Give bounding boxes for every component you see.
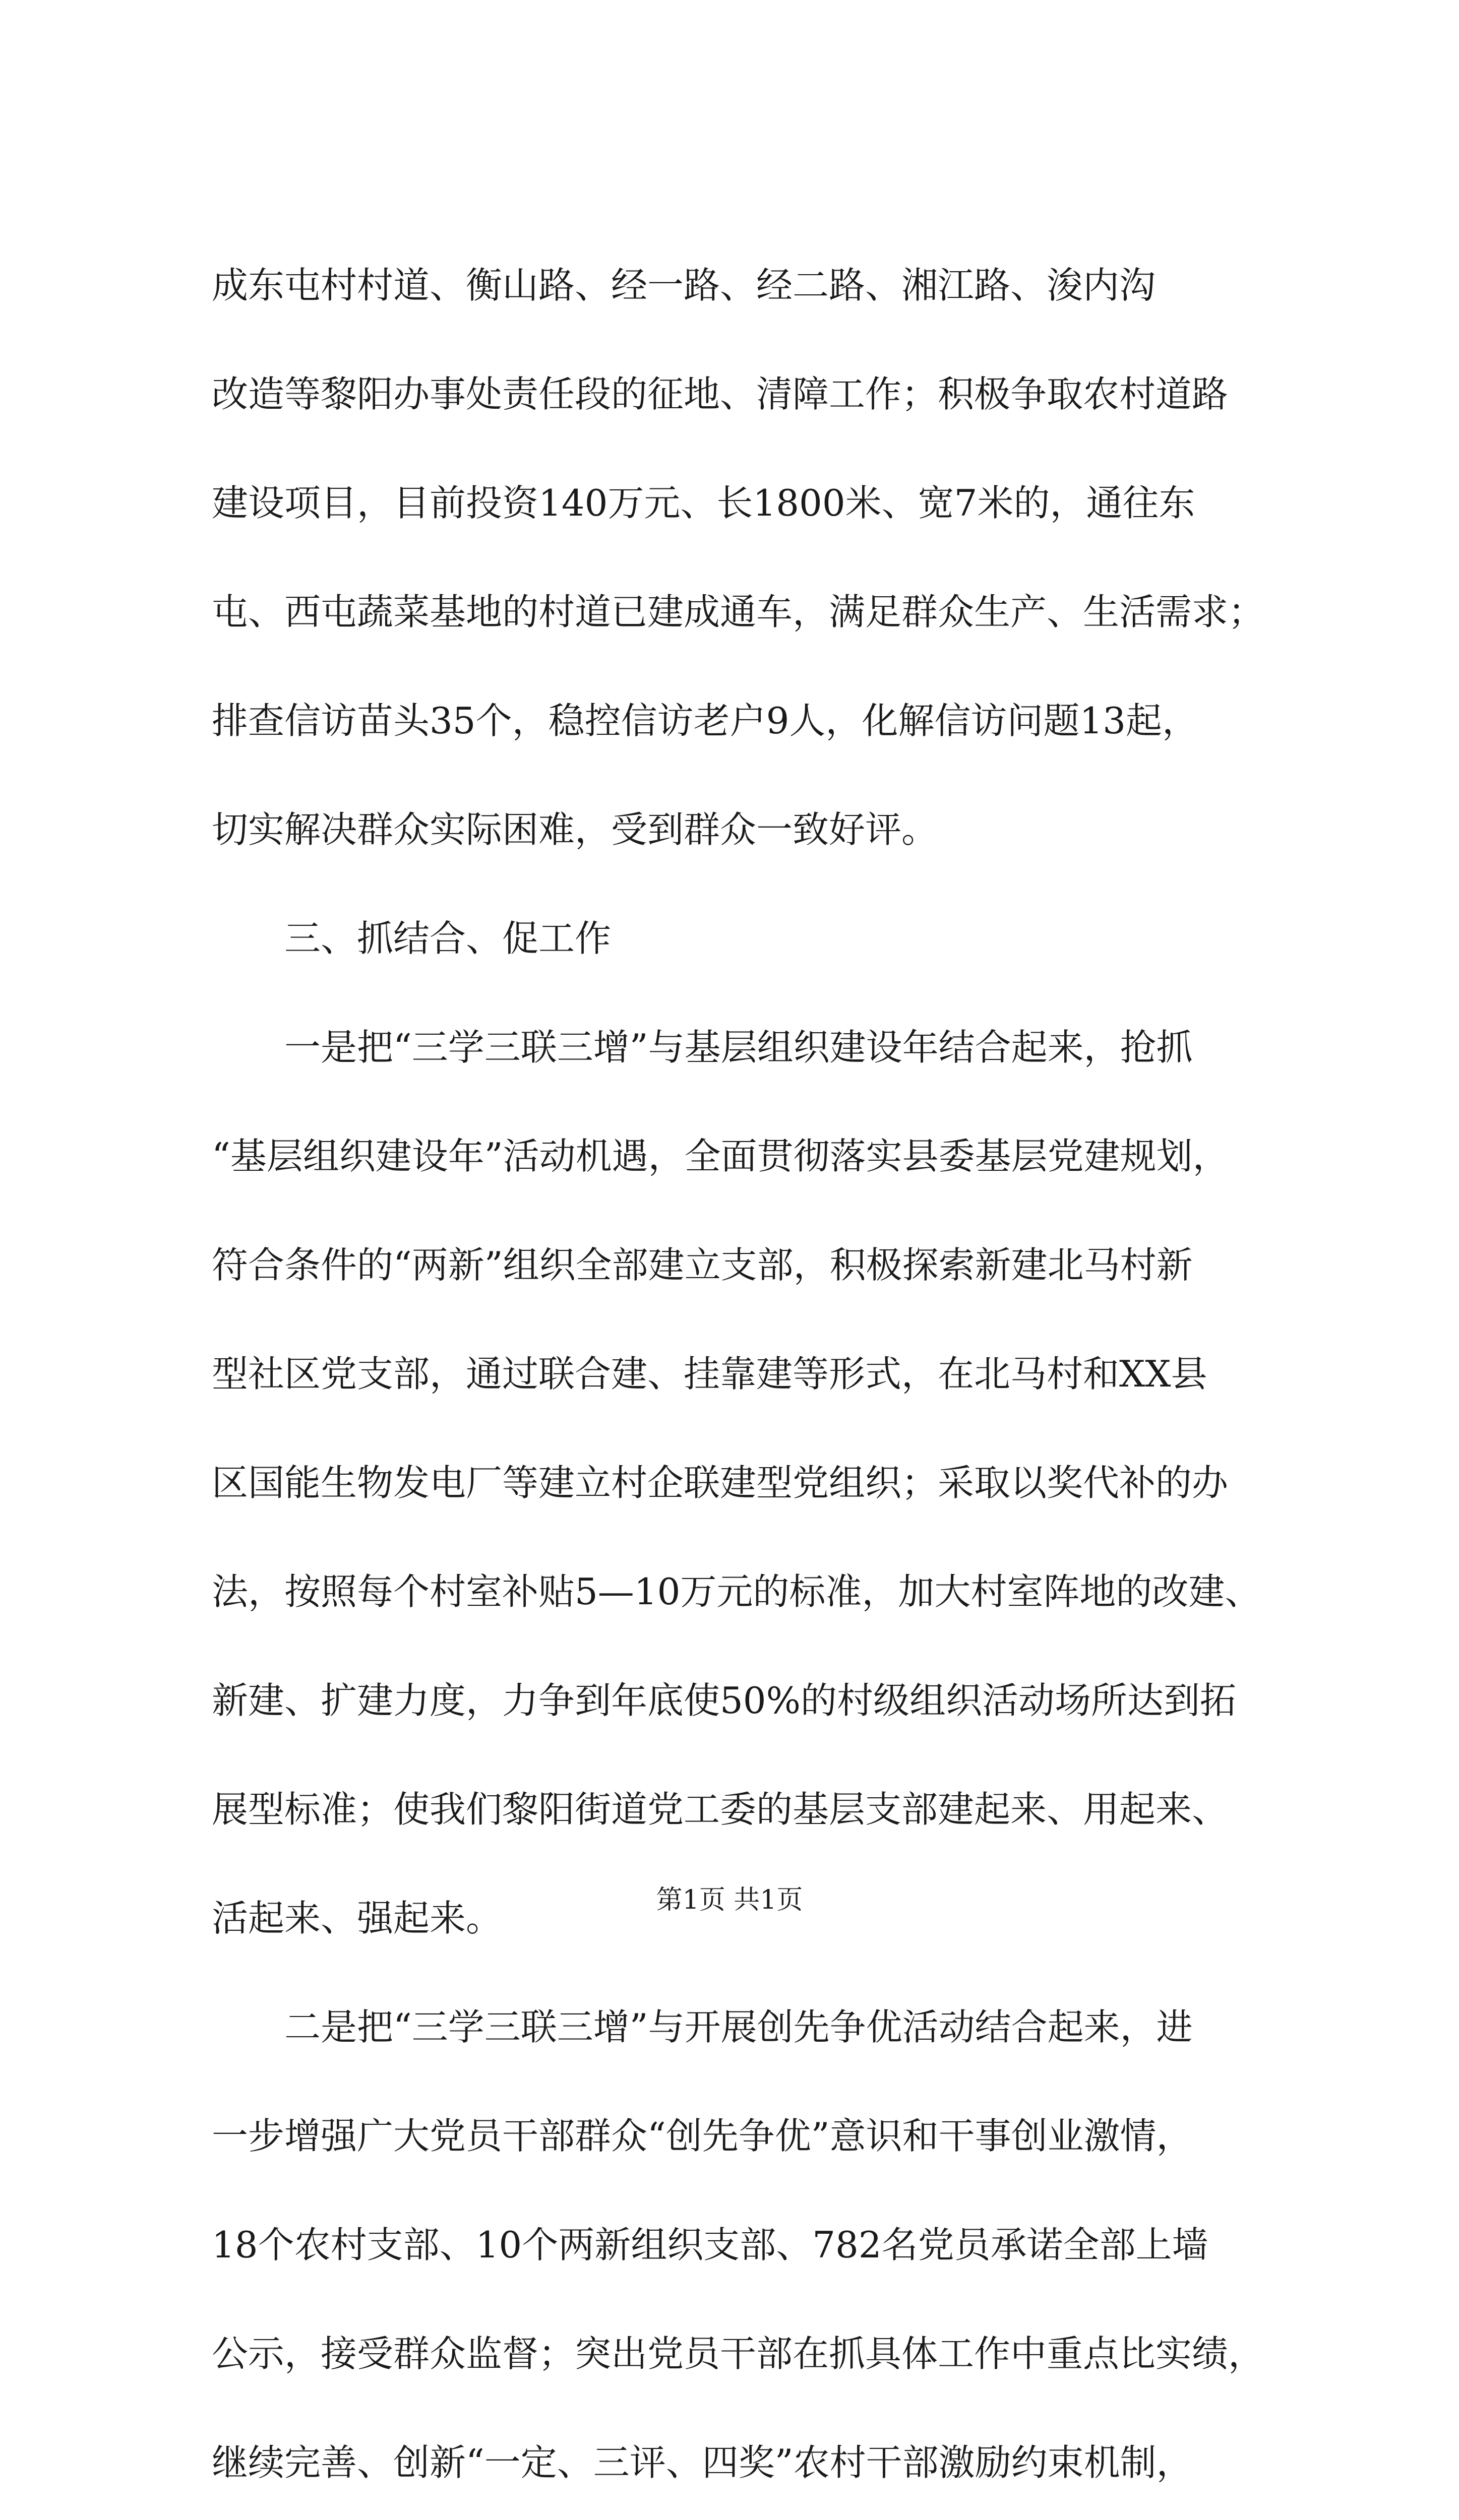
- text-line: 一步增强广大党员干部群众“创先争优”意识和干事创业激情，: [212, 2115, 1193, 2157]
- page-footer: [0, 1885, 1459, 1915]
- paragraph-first-line: 一是把“三学三联三增”与基层组织建设年结合起来，抢抓: [284, 1026, 1193, 1068]
- paragraph-first-line: 二是把“三学三联三增”与开展创先争优活动结合起来，进: [284, 2006, 1193, 2048]
- text-line: 切实解决群众实际困难，受到群众一致好评。: [212, 808, 938, 851]
- text-line: 公示，接受群众监督；突出党员干部在抓具体工作中重点比实绩，: [212, 2333, 1265, 2375]
- text-line: 成东屯村村道、衡山路、经一路、经二路、湘江路、浚内沟: [212, 264, 1156, 306]
- text-line: 活起来、强起来。: [212, 1897, 503, 1939]
- text-line: “基层组织建设年”活动机遇，全面贯彻落实县委基层党建规划，: [212, 1135, 1229, 1177]
- text-line: 符合条件的“两新”组织全部建立支部，积极探索新建北马村新: [212, 1244, 1193, 1286]
- text-line: 展型标准；使我们黎阳街道党工委的基层支部建起来、用起来、: [212, 1788, 1229, 1831]
- text-line: 屯、西屯蔬菜基地的村道已建成通车，满足群众生产、生活需求；: [212, 591, 1265, 633]
- page-number-label: 第1页 共1页: [656, 1885, 803, 1915]
- text-line: 18个农村支部、10个两新组织支部、782名党员承诺全部上墙: [212, 2224, 1208, 2266]
- text-line: 法，按照每个村室补贴5—10万元的标准，加大村室阵地的改建、: [212, 1570, 1261, 1613]
- text-line: 新建、扩建力度，力争到年底使50%的村级组织活动场所达到拓: [212, 1679, 1237, 1722]
- text-line: 建设项目，目前投资140万元、长1800米、宽7米的，通往东: [212, 482, 1195, 524]
- section-heading: 三、抓结合、促工作: [284, 917, 612, 960]
- text-line: 继续完善、创新“一定、三评、四奖”农村干部激励约束机制，: [212, 2441, 1193, 2484]
- text-line: 排查信访苗头35个，稳控信访老户9人，化解信访问题13起，: [212, 700, 1199, 742]
- text-line: 改造等黎阳办事处责任段的征地、清障工作；积极争取农村道路: [212, 373, 1229, 415]
- document-body: [212, 264, 1286, 2520]
- text-line: 区国能生物发电厂等建立村企联建型党组织；采取以奖代补的办: [212, 1462, 1229, 1504]
- text-line: 型社区党支部，通过联合建、挂靠建等形式，在北马村和XX县: [212, 1353, 1207, 1395]
